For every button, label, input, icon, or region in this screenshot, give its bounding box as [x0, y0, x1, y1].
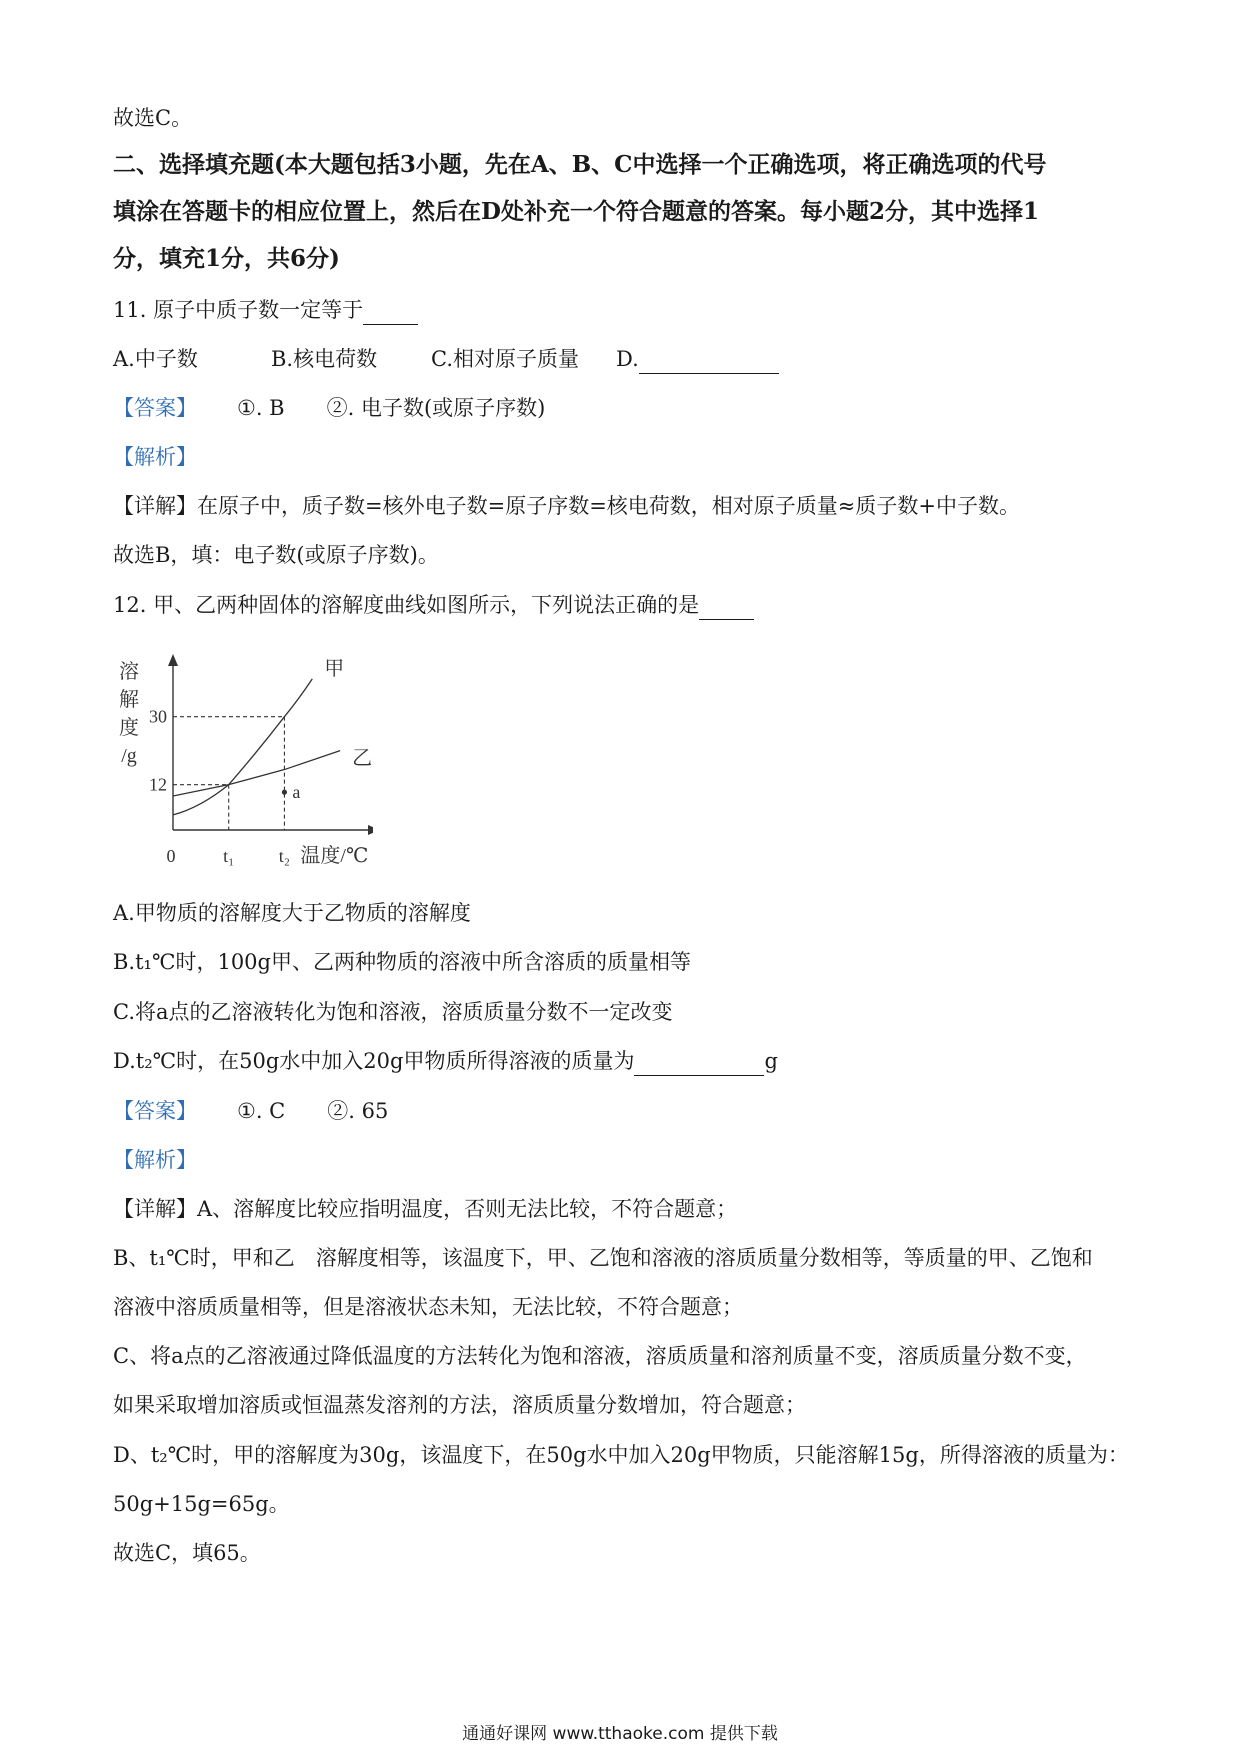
solubility-chart: [113, 650, 373, 880]
question-11-options: [113, 344, 779, 374]
section-heading-line1: 二、选择填充题(本大题包括3小题，先在A、B、C中选择一个正确选项，将正确选项的代号: [113, 151, 1047, 178]
x-axis-label: 温度/℃: [300, 845, 369, 867]
answer-11-body: ①. B ②. 电子数(或原子序数): [237, 396, 546, 420]
question-12: [113, 590, 754, 620]
y-axis-arrow: [168, 654, 178, 666]
answer-11: [113, 393, 545, 423]
detail-12-b-line1: B、t₁℃时，甲和乙 溶解度相等，该温度下，甲、乙饱和溶液的溶质质量分数相等，等质量的甲、乙饱和: [113, 1246, 1093, 1270]
point-a-label: a: [292, 782, 301, 803]
point-a: [282, 790, 287, 795]
detail-12-a: 【详解】A、溶解度比较应指明温度，否则无法比较，不符合题意；: [113, 1197, 738, 1221]
series-label: 乙: [352, 747, 373, 770]
section-heading-line3: 分，填充1分，共6分): [113, 245, 340, 272]
line-conclusion-10: 故选C。: [113, 106, 193, 130]
detail-12-c-line1: C、将a点的乙溶液通过降低温度的方法转化为饱和溶液，溶质质量和溶剂质量不变，溶质质量分数不变，: [113, 1344, 1087, 1368]
option-d-blank: [634, 1053, 764, 1076]
answer-tag: 【答案】: [113, 1099, 197, 1123]
question-12-stem: 12. 甲、乙两种固体的溶解度曲线如图所示，下列说法正确的是: [113, 593, 700, 617]
question-11: [113, 295, 418, 325]
option-d-blank: [639, 351, 779, 374]
page-footer: 通通好课网 www.tthaoke.com 提供下载: [462, 1724, 778, 1744]
x-axis-arrow: [368, 825, 373, 835]
analysis-tag: 【解析】: [113, 445, 197, 469]
option-d: D.: [616, 347, 639, 371]
option-a: A.中子数: [113, 347, 198, 371]
option-12-d-text: D.t₂℃时，在50g水中加入20g甲物质所得溶液的质量为: [113, 1049, 635, 1073]
detail-12-d-line1: D、t₂℃时，甲的溶解度为30g，该温度下，在50g水中加入20g甲物质，只能溶解15g，所得溶液的质量为：: [113, 1443, 1129, 1467]
analysis-tag: 【解析】: [113, 1148, 197, 1172]
y-tick-label: 12: [149, 774, 167, 795]
question-11-stem: 11. 原子中质子数一定等于: [113, 298, 364, 322]
y-axis-label-char: /g: [121, 745, 137, 767]
option-b: B.核电荷数: [271, 347, 378, 371]
series-label: 甲: [324, 657, 345, 680]
detail-12-b-line2: 溶液中溶质质量相等，但是溶液状态未知，无法比较，不符合题意；: [113, 1295, 743, 1319]
option-12-d-unit: g: [764, 1049, 778, 1073]
answer-blank: [363, 302, 418, 325]
y-axis-label-char: 溶: [119, 661, 139, 683]
x-tick-label: t₂: [278, 846, 291, 866]
option-c: C.相对原子质量: [431, 347, 579, 371]
detail-12-c-line2: 如果采取增加溶质或恒温蒸发溶剂的方法，溶质质量分数增加，符合题意；: [113, 1393, 806, 1417]
option-12-c: C.将a点的乙溶液转化为饱和溶液，溶质质量分数不一定改变: [113, 1000, 673, 1024]
section-heading-line2: 填涂在答题卡的相应位置上，然后在D处补充一个符合题意的答案。每小题2分，其中选择1: [113, 198, 1039, 225]
answer-12: [113, 1096, 388, 1126]
series-curve-jia: [173, 679, 312, 815]
y-axis-label-char: 解: [119, 689, 139, 711]
conclusion-12: 故选C，填65。: [113, 1541, 261, 1565]
answer-12-body: ①. C ②. 65: [237, 1099, 389, 1123]
y-axis-label-char: 度: [119, 717, 139, 739]
option-12-d: [113, 1046, 778, 1076]
detail-12-d-line2: 50g+15g=65g。: [113, 1492, 290, 1516]
origin-label: 0: [166, 846, 176, 866]
detail-11: 【详解】在原子中，质子数=核外电子数=原子序数=核电荷数，相对原子质量≈质子数+中子数。: [113, 494, 1020, 518]
x-tick-label: t₁: [223, 846, 235, 866]
answer-blank: [699, 597, 754, 620]
option-12-a: A.甲物质的溶解度大于乙物质的溶解度: [113, 901, 471, 925]
conclusion-11: 故选B，填：电子数(或原子序数)。: [113, 543, 439, 567]
answer-tag: 【答案】: [113, 396, 197, 420]
option-12-b: B.t₁℃时，100g甲、乙两种物质的溶液中所含溶质的质量相等: [113, 950, 691, 974]
series-curve-yi: [173, 751, 340, 796]
y-tick-label: 30: [149, 706, 167, 727]
